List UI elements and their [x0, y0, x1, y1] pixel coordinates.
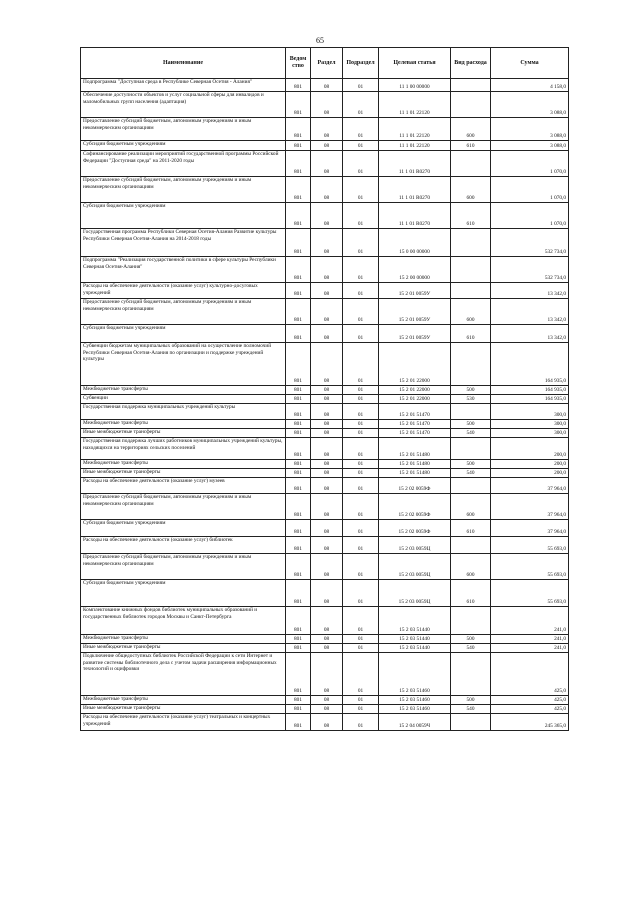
table-row [81, 607, 569, 635]
row-subsection: 01 [343, 299, 379, 325]
row-expense-type: 500 [451, 420, 491, 429]
row-name: Субсидии бюджетным учреждениям [81, 580, 286, 607]
table-row [81, 325, 569, 343]
row-department: 801 [286, 79, 311, 92]
row-name: Иные межбюджетные трансферты [81, 429, 286, 438]
row-section: 08 [311, 653, 343, 696]
row-amount: 200,0 [491, 438, 569, 460]
table-row [81, 644, 569, 653]
row-section: 08 [311, 644, 343, 653]
table-header-row [81, 48, 569, 79]
row-department: 801 [286, 438, 311, 460]
row-target-item: 15 2 01 22000 [379, 386, 451, 395]
table-row [81, 705, 569, 714]
row-expense-type: 600 [451, 494, 491, 520]
row-amount: 200,0 [491, 460, 569, 469]
header-expense-type: Вид расхода [451, 48, 491, 79]
row-target-item: 15 2 01 0059У [379, 299, 451, 325]
row-section: 08 [311, 429, 343, 438]
row-expense-type: 610 [451, 520, 491, 537]
row-department: 801 [286, 696, 311, 705]
row-section: 08 [311, 386, 343, 395]
row-department: 801 [286, 141, 311, 151]
row-department: 801 [286, 283, 311, 299]
row-department: 801 [286, 494, 311, 520]
row-name: Межбюджетные трансферты [81, 635, 286, 644]
table-row [81, 203, 569, 229]
row-department: 801 [286, 404, 311, 420]
row-amount: 55 693,0 [491, 580, 569, 607]
row-amount: 1 070,0 [491, 177, 569, 203]
row-expense-type [451, 653, 491, 696]
row-name: Межбюджетные трансферты [81, 460, 286, 469]
table-row [81, 229, 569, 257]
row-name: Расходы на обеспечение деятельности (оказание услуг) библиотек [81, 537, 286, 554]
row-expense-type: 540 [451, 469, 491, 478]
row-department: 801 [286, 420, 311, 429]
table-row [81, 429, 569, 438]
row-expense-type [451, 92, 491, 118]
row-subsection: 01 [343, 257, 379, 283]
row-expense-type: 500 [451, 460, 491, 469]
row-amount: 532 734,0 [491, 229, 569, 257]
row-expense-type [451, 537, 491, 554]
row-section: 08 [311, 395, 343, 404]
row-section: 08 [311, 257, 343, 283]
row-target-item: 15 2 03 0059Ц [379, 580, 451, 607]
row-target-item: 15 2 01 51480 [379, 438, 451, 460]
row-target-item: 15 2 03 51440 [379, 635, 451, 644]
row-department: 801 [286, 714, 311, 731]
row-department: 801 [286, 229, 311, 257]
row-target-item: 15 2 03 51440 [379, 607, 451, 635]
row-section: 08 [311, 92, 343, 118]
row-target-item: 11 1 00 00000 [379, 79, 451, 92]
row-target-item: 15 2 03 51460 [379, 696, 451, 705]
row-section: 08 [311, 469, 343, 478]
table-row [81, 438, 569, 460]
row-subsection: 01 [343, 478, 379, 494]
row-expense-type: 600 [451, 118, 491, 141]
row-subsection: 01 [343, 79, 379, 92]
row-amount: 241,0 [491, 644, 569, 653]
row-amount: 164 935,0 [491, 343, 569, 386]
table-row [81, 404, 569, 420]
row-name: Государственная программа Республики Северная Осетия-Алания Развитие культуры Республики Северная Осетия-Алания на 2014-2018 годы [81, 229, 286, 257]
row-subsection: 01 [343, 554, 379, 580]
header-department: Ведом ство [286, 48, 311, 79]
row-department: 801 [286, 343, 311, 386]
row-name: Предоставление субсидий бюджетным, автономным учреждениям и иным некоммерческим организациям [81, 494, 286, 520]
row-target-item: 11 1 01 R0270 [379, 151, 451, 177]
row-subsection: 01 [343, 653, 379, 696]
row-amount: 425,0 [491, 696, 569, 705]
row-amount: 37 964,0 [491, 478, 569, 494]
table-row [81, 395, 569, 404]
row-expense-type [451, 438, 491, 460]
row-subsection: 01 [343, 705, 379, 714]
row-section: 08 [311, 460, 343, 469]
row-amount: 164 935,0 [491, 395, 569, 404]
row-name: Расходы на обеспечение деятельности (оказание услуг) культурно-досуговых учреждений [81, 283, 286, 299]
row-subsection: 01 [343, 438, 379, 460]
row-section: 08 [311, 714, 343, 731]
row-section: 08 [311, 229, 343, 257]
row-section: 08 [311, 343, 343, 386]
table-row [81, 141, 569, 151]
row-target-item: 11 1 01 22120 [379, 118, 451, 141]
row-section: 08 [311, 283, 343, 299]
row-expense-type: 540 [451, 644, 491, 653]
table-row [81, 257, 569, 283]
row-expense-type [451, 79, 491, 92]
row-expense-type: 600 [451, 177, 491, 203]
row-target-item: 11 1 01 22120 [379, 92, 451, 118]
row-expense-type [451, 714, 491, 731]
row-name: Иные межбюджетные трансферты [81, 644, 286, 653]
row-subsection: 01 [343, 537, 379, 554]
row-subsection: 01 [343, 343, 379, 386]
table-row [81, 520, 569, 537]
row-name: Предоставление субсидий бюджетным, автономным учреждениям и иным некоммерческим организациям [81, 177, 286, 203]
row-expense-type [451, 151, 491, 177]
row-expense-type [451, 229, 491, 257]
row-amount: 241,0 [491, 607, 569, 635]
row-target-item: 15 2 01 51470 [379, 404, 451, 420]
row-target-item: 15 2 02 0059Ф [379, 520, 451, 537]
row-department: 801 [286, 580, 311, 607]
row-subsection: 01 [343, 469, 379, 478]
row-subsection: 01 [343, 460, 379, 469]
row-target-item: 15 2 03 51440 [379, 644, 451, 653]
row-section: 08 [311, 705, 343, 714]
table-row [81, 420, 569, 429]
row-section: 08 [311, 325, 343, 343]
row-subsection: 01 [343, 92, 379, 118]
table-row [81, 478, 569, 494]
row-subsection: 01 [343, 325, 379, 343]
row-target-item: 15 2 01 0059У [379, 325, 451, 343]
row-subsection: 01 [343, 386, 379, 395]
row-amount: 425,0 [491, 705, 569, 714]
row-target-item: 15 2 03 0059Ц [379, 554, 451, 580]
row-name: Предоставление субсидий бюджетным, автономным учреждениям и иным некоммерческим организациям [81, 554, 286, 580]
row-name: Межбюджетные трансферты [81, 386, 286, 395]
row-department: 801 [286, 203, 311, 229]
row-target-item: 15 2 02 0059Ф [379, 494, 451, 520]
row-expense-type: 610 [451, 141, 491, 151]
row-target-item: 11 1 01 22120 [379, 141, 451, 151]
table-row [81, 580, 569, 607]
row-section: 08 [311, 79, 343, 92]
row-expense-type [451, 343, 491, 386]
row-subsection: 01 [343, 283, 379, 299]
table-row [81, 469, 569, 478]
table-row [81, 386, 569, 395]
row-department: 801 [286, 607, 311, 635]
table-row [81, 635, 569, 644]
row-expense-type: 600 [451, 554, 491, 580]
row-name: Государственная поддержка лучших работников муниципальных учреждений культуры, находящихся на территориях сельских поселений [81, 438, 286, 460]
row-expense-type: 540 [451, 429, 491, 438]
row-amount: 55 693,0 [491, 537, 569, 554]
row-section: 08 [311, 438, 343, 460]
table-row [81, 460, 569, 469]
row-subsection: 01 [343, 229, 379, 257]
row-expense-type: 530 [451, 395, 491, 404]
table-row [81, 79, 569, 92]
table-row [81, 283, 569, 299]
row-subsection: 01 [343, 429, 379, 438]
row-amount: 3 088,0 [491, 118, 569, 141]
row-amount: 532 734,0 [491, 257, 569, 283]
row-target-item: 15 2 01 51470 [379, 420, 451, 429]
row-name: Субсидии бюджетным учреждениям [81, 325, 286, 343]
row-name: Субсидии бюджетным учреждениям [81, 203, 286, 229]
row-subsection: 01 [343, 420, 379, 429]
row-expense-type [451, 404, 491, 420]
table-row [81, 118, 569, 141]
header-name: Наименование [81, 48, 286, 79]
row-expense-type: 600 [451, 299, 491, 325]
row-amount: 300,0 [491, 420, 569, 429]
header-subsection: Подраздел [343, 48, 379, 79]
row-target-item: 15 2 01 51470 [379, 429, 451, 438]
row-amount: 55 693,0 [491, 554, 569, 580]
row-target-item: 15 2 02 0059Ф [379, 478, 451, 494]
table-row [81, 343, 569, 386]
row-name: Подпрограмма "Доступная среда в Республике Северная Осетия - Алания" [81, 79, 286, 92]
row-amount: 300,0 [491, 404, 569, 420]
row-department: 801 [286, 705, 311, 714]
row-department: 801 [286, 429, 311, 438]
row-department: 801 [286, 151, 311, 177]
row-expense-type: 540 [451, 705, 491, 714]
header-section: Раздел [311, 48, 343, 79]
row-subsection: 01 [343, 580, 379, 607]
budget-table [80, 47, 569, 731]
row-section: 08 [311, 520, 343, 537]
row-amount: 245 365,0 [491, 714, 569, 731]
row-subsection: 01 [343, 607, 379, 635]
row-department: 801 [286, 257, 311, 283]
row-section: 08 [311, 478, 343, 494]
row-expense-type [451, 478, 491, 494]
row-target-item: 15 2 04 0059Ч [379, 714, 451, 731]
row-section: 08 [311, 141, 343, 151]
row-subsection: 01 [343, 644, 379, 653]
row-target-item: 15 2 01 51480 [379, 469, 451, 478]
row-name: Расходы на обеспечение деятельности (оказание услуг) театральных и концертных учреждений [81, 714, 286, 731]
row-section: 08 [311, 203, 343, 229]
row-department: 801 [286, 118, 311, 141]
row-name: Комплектование книжных фондов библиотек муниципальных образований и государственных библиотек городов Москвы и Санкт-Петербурга [81, 607, 286, 635]
row-amount: 241,0 [491, 635, 569, 644]
row-section: 08 [311, 151, 343, 177]
row-subsection: 01 [343, 141, 379, 151]
row-name: Подключение общедоступных библиотек Российской Федерации к сети Интернет и развитие системы библиотечного дела с учетом задачи расширения информационных технологий и оцифровки [81, 653, 286, 696]
row-target-item: 15 2 01 22000 [379, 343, 451, 386]
row-amount: 3 088,0 [491, 92, 569, 118]
row-subsection: 01 [343, 151, 379, 177]
row-department: 801 [286, 395, 311, 404]
header-amount: Сумма [491, 48, 569, 79]
table-row [81, 537, 569, 554]
row-name: Иные межбюджетные трансферты [81, 705, 286, 714]
header-target-item: Целевая статья [379, 48, 451, 79]
row-section: 08 [311, 177, 343, 203]
row-target-item: 15 2 01 0059У [379, 283, 451, 299]
table-row [81, 299, 569, 325]
row-expense-type: 500 [451, 386, 491, 395]
row-department: 801 [286, 653, 311, 696]
row-name: Предоставление субсидий бюджетным, автономным учреждениям и иным некоммерческим организациям [81, 299, 286, 325]
row-name: Подпрограмма "Реализация государственной политики в сфере культуры Республики Северная Осетия-Алания" [81, 257, 286, 283]
row-subsection: 01 [343, 395, 379, 404]
row-section: 08 [311, 299, 343, 325]
row-target-item: 15 2 00 00000 [379, 257, 451, 283]
row-name: Межбюджетные трансферты [81, 696, 286, 705]
row-department: 801 [286, 325, 311, 343]
row-subsection: 01 [343, 177, 379, 203]
row-target-item: 11 1 01 R0270 [379, 203, 451, 229]
row-amount: 425,0 [491, 653, 569, 696]
row-department: 801 [286, 92, 311, 118]
row-department: 801 [286, 386, 311, 395]
row-section: 08 [311, 696, 343, 705]
row-name: Расходы на обеспечение деятельности (оказание услуг) музеев [81, 478, 286, 494]
row-amount: 164 935,0 [491, 386, 569, 395]
row-department: 801 [286, 177, 311, 203]
row-target-item: 15 2 03 51460 [379, 705, 451, 714]
row-amount: 200,0 [491, 469, 569, 478]
row-subsection: 01 [343, 203, 379, 229]
row-section: 08 [311, 554, 343, 580]
table-row [81, 554, 569, 580]
row-amount: 13 342,0 [491, 325, 569, 343]
row-expense-type: 610 [451, 203, 491, 229]
row-department: 801 [286, 537, 311, 554]
row-subsection: 01 [343, 696, 379, 705]
row-department: 801 [286, 469, 311, 478]
table-row [81, 653, 569, 696]
row-section: 08 [311, 580, 343, 607]
row-section: 08 [311, 494, 343, 520]
row-amount: 300,0 [491, 429, 569, 438]
table-row [81, 177, 569, 203]
row-expense-type: 610 [451, 325, 491, 343]
row-expense-type: 500 [451, 635, 491, 644]
row-subsection: 01 [343, 635, 379, 644]
row-target-item: 15 2 03 51460 [379, 653, 451, 696]
page-number: 65 [316, 36, 324, 45]
row-subsection: 01 [343, 404, 379, 420]
row-subsection: 01 [343, 520, 379, 537]
row-name: Субсидии бюджетным учреждениям [81, 141, 286, 151]
table-row [81, 151, 569, 177]
row-section: 08 [311, 118, 343, 141]
row-target-item: 15 0 00 00000 [379, 229, 451, 257]
row-subsection: 01 [343, 118, 379, 141]
row-amount: 1 070,0 [491, 203, 569, 229]
row-section: 08 [311, 635, 343, 644]
row-department: 801 [286, 554, 311, 580]
row-section: 08 [311, 420, 343, 429]
row-expense-type [451, 283, 491, 299]
row-target-item: 15 2 01 51480 [379, 460, 451, 469]
row-target-item: 11 1 01 R0270 [379, 177, 451, 203]
row-expense-type [451, 257, 491, 283]
row-expense-type [451, 607, 491, 635]
row-amount: 1 070,0 [491, 151, 569, 177]
row-amount: 37 964,0 [491, 494, 569, 520]
table-row [81, 494, 569, 520]
row-department: 801 [286, 299, 311, 325]
row-name: Субвенции бюджетам муниципальных образований на осуществление полномочий Республики Северная Осетия-Алания по организации и поддержке учреждений культуры [81, 343, 286, 386]
row-amount: 37 964,0 [491, 520, 569, 537]
row-name: Обеспечение доступности объектов и услуг социальной сферы для инвалидов и маломобильных групп населения (адаптация) [81, 92, 286, 118]
row-target-item: 15 2 03 0059Ц [379, 537, 451, 554]
row-amount: 13 342,0 [491, 283, 569, 299]
row-department: 801 [286, 478, 311, 494]
row-department: 801 [286, 644, 311, 653]
row-name: Субвенции [81, 395, 286, 404]
row-section: 08 [311, 404, 343, 420]
row-subsection: 01 [343, 714, 379, 731]
row-name: Межбюджетные трансферты [81, 420, 286, 429]
row-section: 08 [311, 537, 343, 554]
table-row [81, 696, 569, 705]
row-department: 801 [286, 460, 311, 469]
row-name: Субсидии бюджетным учреждениям [81, 520, 286, 537]
row-target-item: 15 2 01 22000 [379, 395, 451, 404]
row-department: 801 [286, 520, 311, 537]
row-subsection: 01 [343, 494, 379, 520]
table-row [81, 92, 569, 118]
row-amount: 4 158,0 [491, 79, 569, 92]
row-expense-type: 500 [451, 696, 491, 705]
row-name: Софинансирование реализации мероприятий государственной программы Российской Федерации "Доступная среда" на 2011-2020 годы [81, 151, 286, 177]
row-name: Предоставление субсидий бюджетным, автономным учреждениям и иным некоммерческим организациям [81, 118, 286, 141]
row-amount: 3 088,0 [491, 141, 569, 151]
row-department: 801 [286, 635, 311, 644]
row-expense-type: 610 [451, 580, 491, 607]
row-section: 08 [311, 607, 343, 635]
row-amount: 13 342,0 [491, 299, 569, 325]
table-row [81, 714, 569, 731]
row-name: Иные межбюджетные трансферты [81, 469, 286, 478]
row-name: Государственная поддержка муниципальных учреждений культуры [81, 404, 286, 420]
